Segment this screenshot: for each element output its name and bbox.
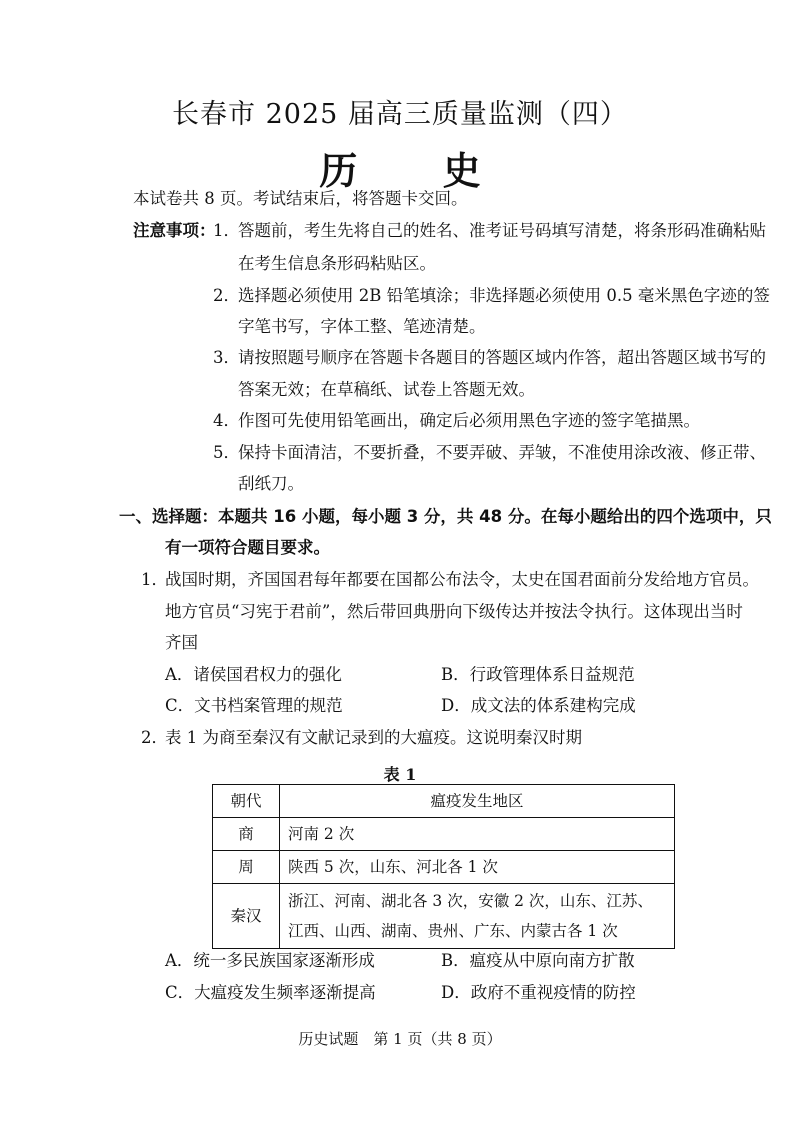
section-heading-line-1: 一、选择题：本题共 16 小题，每小题 3 分，共 48 分。在每小题给出的四个选项中，只 bbox=[119, 507, 772, 526]
table-cell-region: 河南 2 次 bbox=[280, 818, 675, 851]
table-cell-region bbox=[280, 884, 675, 949]
question-2-num: 2． bbox=[141, 728, 168, 747]
notice-4-line-1: 作图可先使用铅笔画出，确定后必须用黑色字迹的签字笔描黑。 bbox=[238, 411, 700, 430]
question-1-line-3: 齐国 bbox=[165, 633, 198, 652]
notice-4-num: 4． bbox=[213, 411, 240, 430]
question-1-option-a[interactable]: A．诸侯国君权力的强化 bbox=[165, 665, 342, 684]
question-2-option-d[interactable]: D．政府不重视疫情的防控 bbox=[441, 983, 636, 1002]
notice-2-line-2: 字笔书写，字体工整、笔迹清楚。 bbox=[238, 317, 486, 336]
table-row bbox=[213, 818, 675, 851]
question-2-line-1: 表 1 为商至秦汉有文献记录到的大瘟疫。这说明秦汉时期 bbox=[165, 728, 582, 747]
table-cell-dynasty: 周 bbox=[213, 851, 280, 884]
notice-1-line-2: 在考生信息条形码粘贴区。 bbox=[238, 254, 436, 273]
question-2-option-a[interactable]: A．统一多民族国家逐渐形成 bbox=[165, 951, 375, 970]
question-2-option-b[interactable]: B．瘟疫从中原向南方扩散 bbox=[441, 951, 635, 970]
notice-2-num: 2． bbox=[213, 286, 240, 305]
notice-3-num: 3． bbox=[213, 348, 240, 367]
table-cell-region-line-2: 江西、山西、湖南、贵州、广东、内蒙古各 1 次 bbox=[288, 922, 618, 940]
notice-5-num: 5． bbox=[213, 443, 240, 462]
question-1-line-1: 战国时期，齐国国君每年都要在国都公布法令，太史在国君面前分发给地方官员。 bbox=[165, 570, 759, 589]
table-row bbox=[213, 884, 675, 949]
table-header-region: 瘟疫发生地区 bbox=[280, 785, 675, 818]
question-1-option-c[interactable]: C．文书档案管理的规范 bbox=[165, 696, 343, 715]
question-2-option-c[interactable]: C．大瘟疫发生频率逐渐提高 bbox=[165, 983, 376, 1002]
table-cell-dynasty: 商 bbox=[213, 818, 280, 851]
question-1-num: 1． bbox=[141, 570, 168, 589]
subject-title: 历 史 bbox=[319, 148, 517, 193]
table-caption: 表 1 bbox=[383, 765, 417, 784]
question-1-option-d[interactable]: D．成文法的体系建构完成 bbox=[441, 696, 636, 715]
notice-2-line-1: 选择题必须使用 2B 铅笔填涂；非选择题必须使用 0.5 毫米黑色字迹的签 bbox=[238, 286, 770, 305]
table-cell-region: 陕西 5 次，山东、河北各 1 次 bbox=[280, 851, 675, 884]
table-header-dynasty: 朝代 bbox=[213, 785, 280, 818]
question-1-option-b[interactable]: B．行政管理体系日益规范 bbox=[441, 665, 635, 684]
notice-1-num: 1． bbox=[213, 221, 240, 240]
notice-3-line-1: 请按照题号顺序在答题卡各题目的答题区域内作答，超出答题区域书写的 bbox=[238, 348, 766, 367]
table-cell-dynasty: 秦汉 bbox=[213, 884, 280, 949]
page-footer: 历史试题 第 1 页（共 8 页） bbox=[298, 1030, 502, 1048]
notice-3-line-2: 答案无效；在草稿纸、试卷上答题无效。 bbox=[238, 380, 535, 399]
intro-text: 本试卷共 8 页。考试结束后，将答题卡交回。 bbox=[133, 189, 468, 208]
question-1-line-2: 地方官员“习宪于君前”，然后带回典册向下级传达并按法令执行。这体现出当时 bbox=[165, 602, 743, 621]
table-header-row bbox=[213, 785, 675, 818]
section-heading-line-2: 有一项符合题目要求。 bbox=[165, 538, 330, 557]
table-row bbox=[213, 851, 675, 884]
notice-5-line-2: 刮纸刀。 bbox=[238, 474, 304, 493]
notice-5-line-1: 保持卡面清洁，不要折叠，不要弄破、弄皱，不准使用涂改液、修正带、 bbox=[238, 443, 766, 462]
epidemic-table bbox=[212, 784, 675, 949]
notice-1-line-1: 答题前，考生先将自己的姓名、准考证号码填写清楚，将条形码准确粘贴 bbox=[238, 221, 766, 240]
exam-title: 长春市 2025 届高三质量监测（四） bbox=[172, 99, 628, 130]
notice-label: 注意事项： bbox=[133, 221, 216, 240]
table-cell-region-line-1: 浙江、河南、湖北各 3 次，安徽 2 次，山东、江苏、 bbox=[288, 892, 653, 910]
